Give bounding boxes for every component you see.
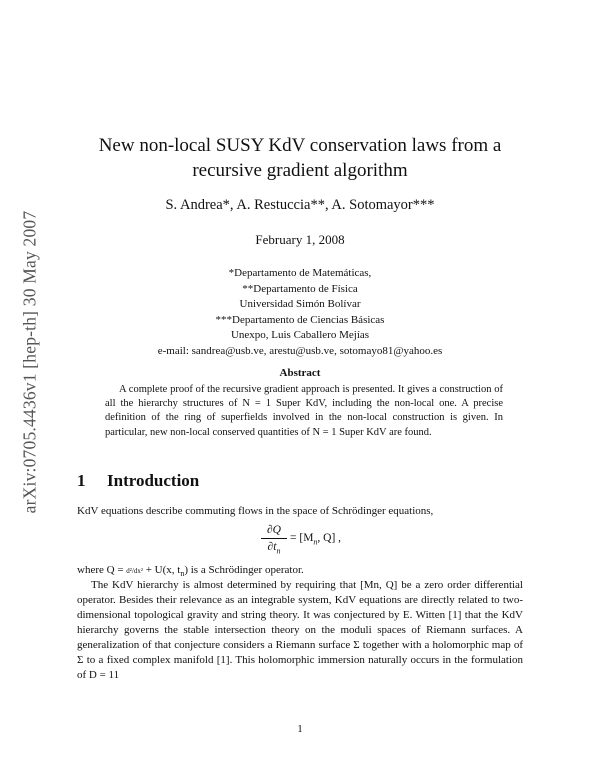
affiliation-line: ***Departamento de Ciencias Básicas bbox=[215, 313, 385, 326]
fraction-numerator: ∂Q bbox=[267, 524, 281, 536]
date: February 1, 2008 bbox=[255, 232, 345, 247]
page-number: 1 bbox=[297, 723, 303, 735]
affiliation-line: **Departamento de Física bbox=[242, 282, 358, 295]
rhs-subscript: n bbox=[313, 537, 318, 547]
title-line-2: recursive gradient algorithm bbox=[192, 160, 408, 181]
where-line: where Q = d²/dx² + U(x, $t_n$) is a Schrödinger operator. bbox=[77, 564, 304, 579]
fraction-bar bbox=[261, 538, 287, 539]
intro-line: KdV equations describe commuting flows in the space of Schrödinger equations, bbox=[77, 505, 434, 517]
section-heading bbox=[77, 471, 199, 491]
intro-paragraph: The KdV hierarchy is almost determined by requiring that [Mn, Q] be a zero order differential operator. Besides their relevance as an integrable system, KdV equations are directly related to two-dimensional topological gravity and string theory. It was conjectured by E. Witten [1] that the KdV hierarchy governs the stable intersection theory on the moduli spaces of Riemann surfaces. A generalization of that conjecture considers a Riemann surface Σ together with a holomorphic map of Σ to a fixed complex manifold [1]. This holomorphic immersion naturally occurs in the formulation of D = 11 bbox=[77, 579, 523, 681]
authors: S. Andrea*, A. Restuccia**, A. Sotomayor*** bbox=[165, 197, 435, 213]
denominator-subscript: n bbox=[276, 546, 281, 556]
section-title: Introduction bbox=[107, 471, 200, 490]
equation-fraction bbox=[261, 523, 287, 554]
equation bbox=[256, 523, 376, 557]
arxiv-stamp bbox=[18, 182, 42, 542]
affiliations bbox=[60, 266, 540, 359]
affiliation-line: *Departamento de Matemáticas, bbox=[228, 267, 372, 279]
fraction-denominator: $\partial t_n$ bbox=[267, 541, 281, 556]
paper-title bbox=[60, 133, 540, 183]
email-line: e-mail: sandrea@usb.ve, arestu@usb.ve, sotomayo81@yahoo.es bbox=[157, 344, 443, 357]
section-number: 1 bbox=[77, 471, 86, 490]
title-line-1: New non-local SUSY KdV conservation laws from a bbox=[98, 135, 502, 156]
arxiv-stamp-text: arXiv:0705.4436v1 [hep-th] 30 May 2007 bbox=[19, 210, 40, 514]
affiliation-line: Unexpo, Luis Caballero Mejías bbox=[230, 329, 370, 341]
second-derivative-operator: d²/dx² bbox=[126, 567, 143, 575]
equation-rhs: = [$M_n$, Q] , bbox=[290, 532, 342, 547]
abstract-heading: Abstract bbox=[279, 367, 321, 379]
abstract-text: A complete proof of the recursive gradient approach is presented. It gives a construction of all the hierarchy structures of N = 1 Super KdV, including the non-local one. A precise definition of the ring of superfields involved in the non-local construction is given. In particular, new non-local conserved quantities of N = 1 Super KdV are found. bbox=[105, 384, 503, 438]
affiliation-line: Universidad Simón Bolívar bbox=[239, 298, 361, 310]
